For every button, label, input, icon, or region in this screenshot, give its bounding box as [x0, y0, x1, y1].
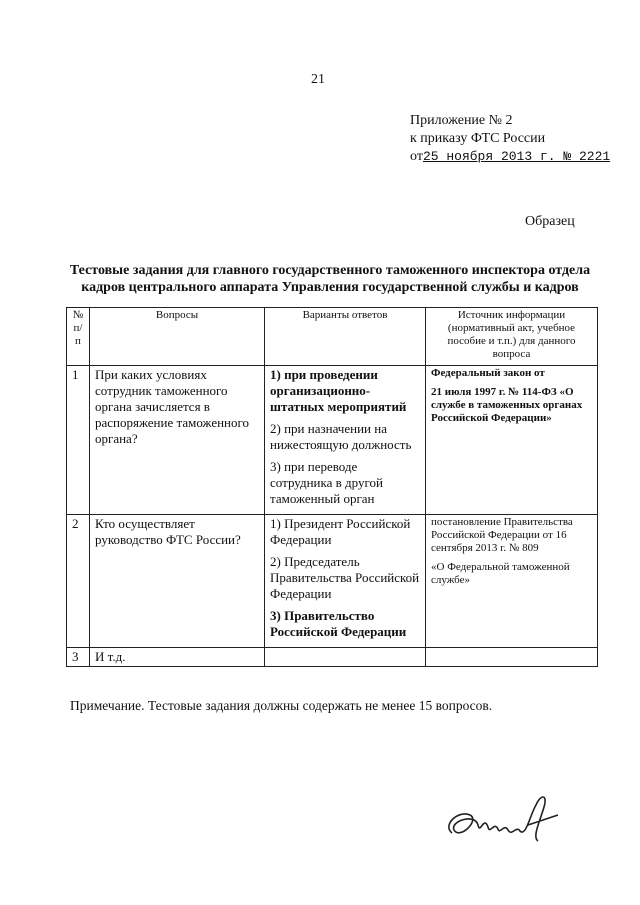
- appendix-order: к приказу ФТС России: [410, 131, 546, 146]
- signature: [440, 785, 570, 855]
- table-row: [67, 515, 598, 648]
- answer-option: 3) Правительство Российской Федерации: [270, 608, 407, 639]
- source-line: Федеральный закон от: [431, 367, 545, 379]
- table-row: [67, 648, 598, 667]
- source-line: постановление Правительства Российской Федерации от 16 сентября 2013 г. № 809: [431, 516, 573, 554]
- title-line-1: Тестовые задания для главного государственного таможенного инспектора отдела: [69, 263, 591, 278]
- row-number: 1: [67, 366, 90, 515]
- header-source: Источник информации (нормативный акт, учебное пособие и т.п.) для данного вопроса: [426, 308, 598, 366]
- source: [426, 515, 598, 648]
- document-title: [60, 262, 600, 296]
- table-row: [67, 366, 598, 515]
- answer-option: 2) Председатель Правительства Российской Федерации: [270, 554, 420, 601]
- answer-option: 3) при переводе сотрудника в другой таможенный орган: [270, 459, 383, 506]
- question: Кто осуществляет руководство ФТС России?: [90, 515, 265, 648]
- answer-option: 1) Президент Российской Федерации: [270, 516, 411, 547]
- title-line-2: кадров центрального аппарата Управления государственной службы и кадров: [81, 280, 579, 295]
- sample-label: Образец: [525, 214, 575, 229]
- source: [426, 366, 598, 515]
- answer-option: 1) при проведении организационно-штатных мероприятий: [270, 367, 407, 414]
- header-answers: Варианты ответов: [265, 308, 426, 366]
- question: И т.д.: [90, 648, 265, 667]
- appendix-number: Приложение № 2: [410, 113, 513, 128]
- header-questions: Вопросы: [90, 308, 265, 366]
- row-number: 3: [67, 648, 90, 667]
- page-number: 21: [311, 72, 325, 87]
- question: При каких условиях сотрудник таможенного органа зачисляется в распоряжение таможенного органа?: [90, 366, 265, 515]
- header-number: № п/п: [67, 308, 90, 366]
- source: [426, 648, 598, 667]
- answers: [265, 366, 426, 515]
- appendix-date-line: [410, 148, 610, 166]
- appendix-header: [410, 112, 610, 166]
- source-line: «О Федеральной таможенной службе»: [431, 561, 570, 586]
- answers: [265, 515, 426, 648]
- source-line: 21 июля 1997 г. № 114-ФЗ «О службе в таможенных органах Российской Федерации»: [431, 386, 583, 424]
- answers: [265, 648, 426, 667]
- test-tasks-table: [66, 307, 598, 667]
- date-prefix: от: [410, 149, 423, 164]
- order-date: 25 ноября 2013 г. № 2221: [422, 149, 611, 164]
- answer-option: 2) при назначении на нижестоящую должность: [270, 421, 412, 452]
- table-header-row: [67, 308, 598, 366]
- row-number: 2: [67, 515, 90, 648]
- note: Примечание. Тестовые задания должны содержать не менее 15 вопросов.: [70, 698, 493, 713]
